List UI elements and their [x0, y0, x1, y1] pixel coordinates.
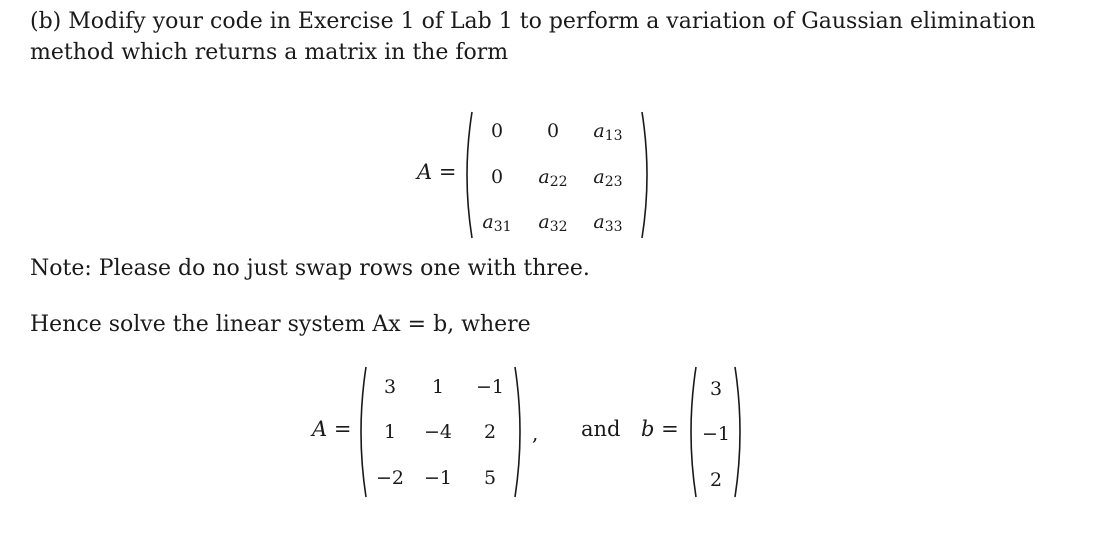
system-a-right-paren — [513, 365, 527, 499]
form-cell-3-1: $a_{31}$ — [482, 211, 512, 235]
system-b-left-paren — [684, 365, 698, 499]
system-b-right-paren — [733, 365, 747, 499]
system-a-cell-1-2: 1 — [431, 376, 445, 398]
form-cell-3-3: $a_{33}$ — [593, 211, 623, 235]
form-cell-2-3: $a_{23}$ — [593, 166, 623, 190]
form-matrix-right-paren — [640, 110, 654, 240]
system-a-cell-2-1: 1 — [383, 421, 397, 443]
system-a-cell-3-1: −2 — [375, 467, 405, 489]
system-b-cell-2: −1 — [701, 423, 731, 445]
system-b-cell-1: 3 — [709, 378, 723, 400]
form-matrix-lhs: A = — [417, 160, 457, 184]
system-a-lhs: A = — [312, 417, 352, 441]
system-b-cell-3: 2 — [709, 469, 723, 491]
note-text: Note: Please do no just swap rows one with three. — [30, 256, 590, 281]
intro-text: Modify your code in Exercise 1 of Lab 1 to perform a variation of Gaussian elimination method which returns a matrix in the form — [30, 9, 1036, 65]
form-matrix-left-paren — [460, 110, 474, 240]
form-cell-2-2: $a_{22}$ — [538, 166, 568, 190]
form-cell-2-1: 0 — [490, 166, 504, 188]
system-a-cell-3-3: 5 — [483, 467, 497, 489]
form-cell-1-1: 0 — [490, 120, 504, 142]
hence-text: Hence solve the linear system Ax = b, where — [30, 312, 531, 337]
form-cell-1-3: $a_{13}$ — [593, 120, 623, 144]
form-cell-1-2: 0 — [546, 120, 560, 142]
system-a-cell-1-3: −1 — [475, 376, 505, 398]
form-cell-3-2: $a_{32}$ — [538, 211, 568, 235]
part-label: (b) — [30, 9, 62, 34]
system-a-cell-2-2: −4 — [423, 421, 453, 443]
system-b-lhs: b = — [641, 417, 679, 441]
system-a-cell-3-2: −1 — [423, 467, 453, 489]
intro-paragraph — [30, 6, 1080, 68]
system-a-cell-1-1: 3 — [383, 376, 397, 398]
system-and-text: and — [581, 417, 621, 441]
system-a-cell-2-3: 2 — [483, 421, 497, 443]
system-comma: , — [532, 421, 539, 445]
system-a-left-paren — [354, 365, 368, 499]
